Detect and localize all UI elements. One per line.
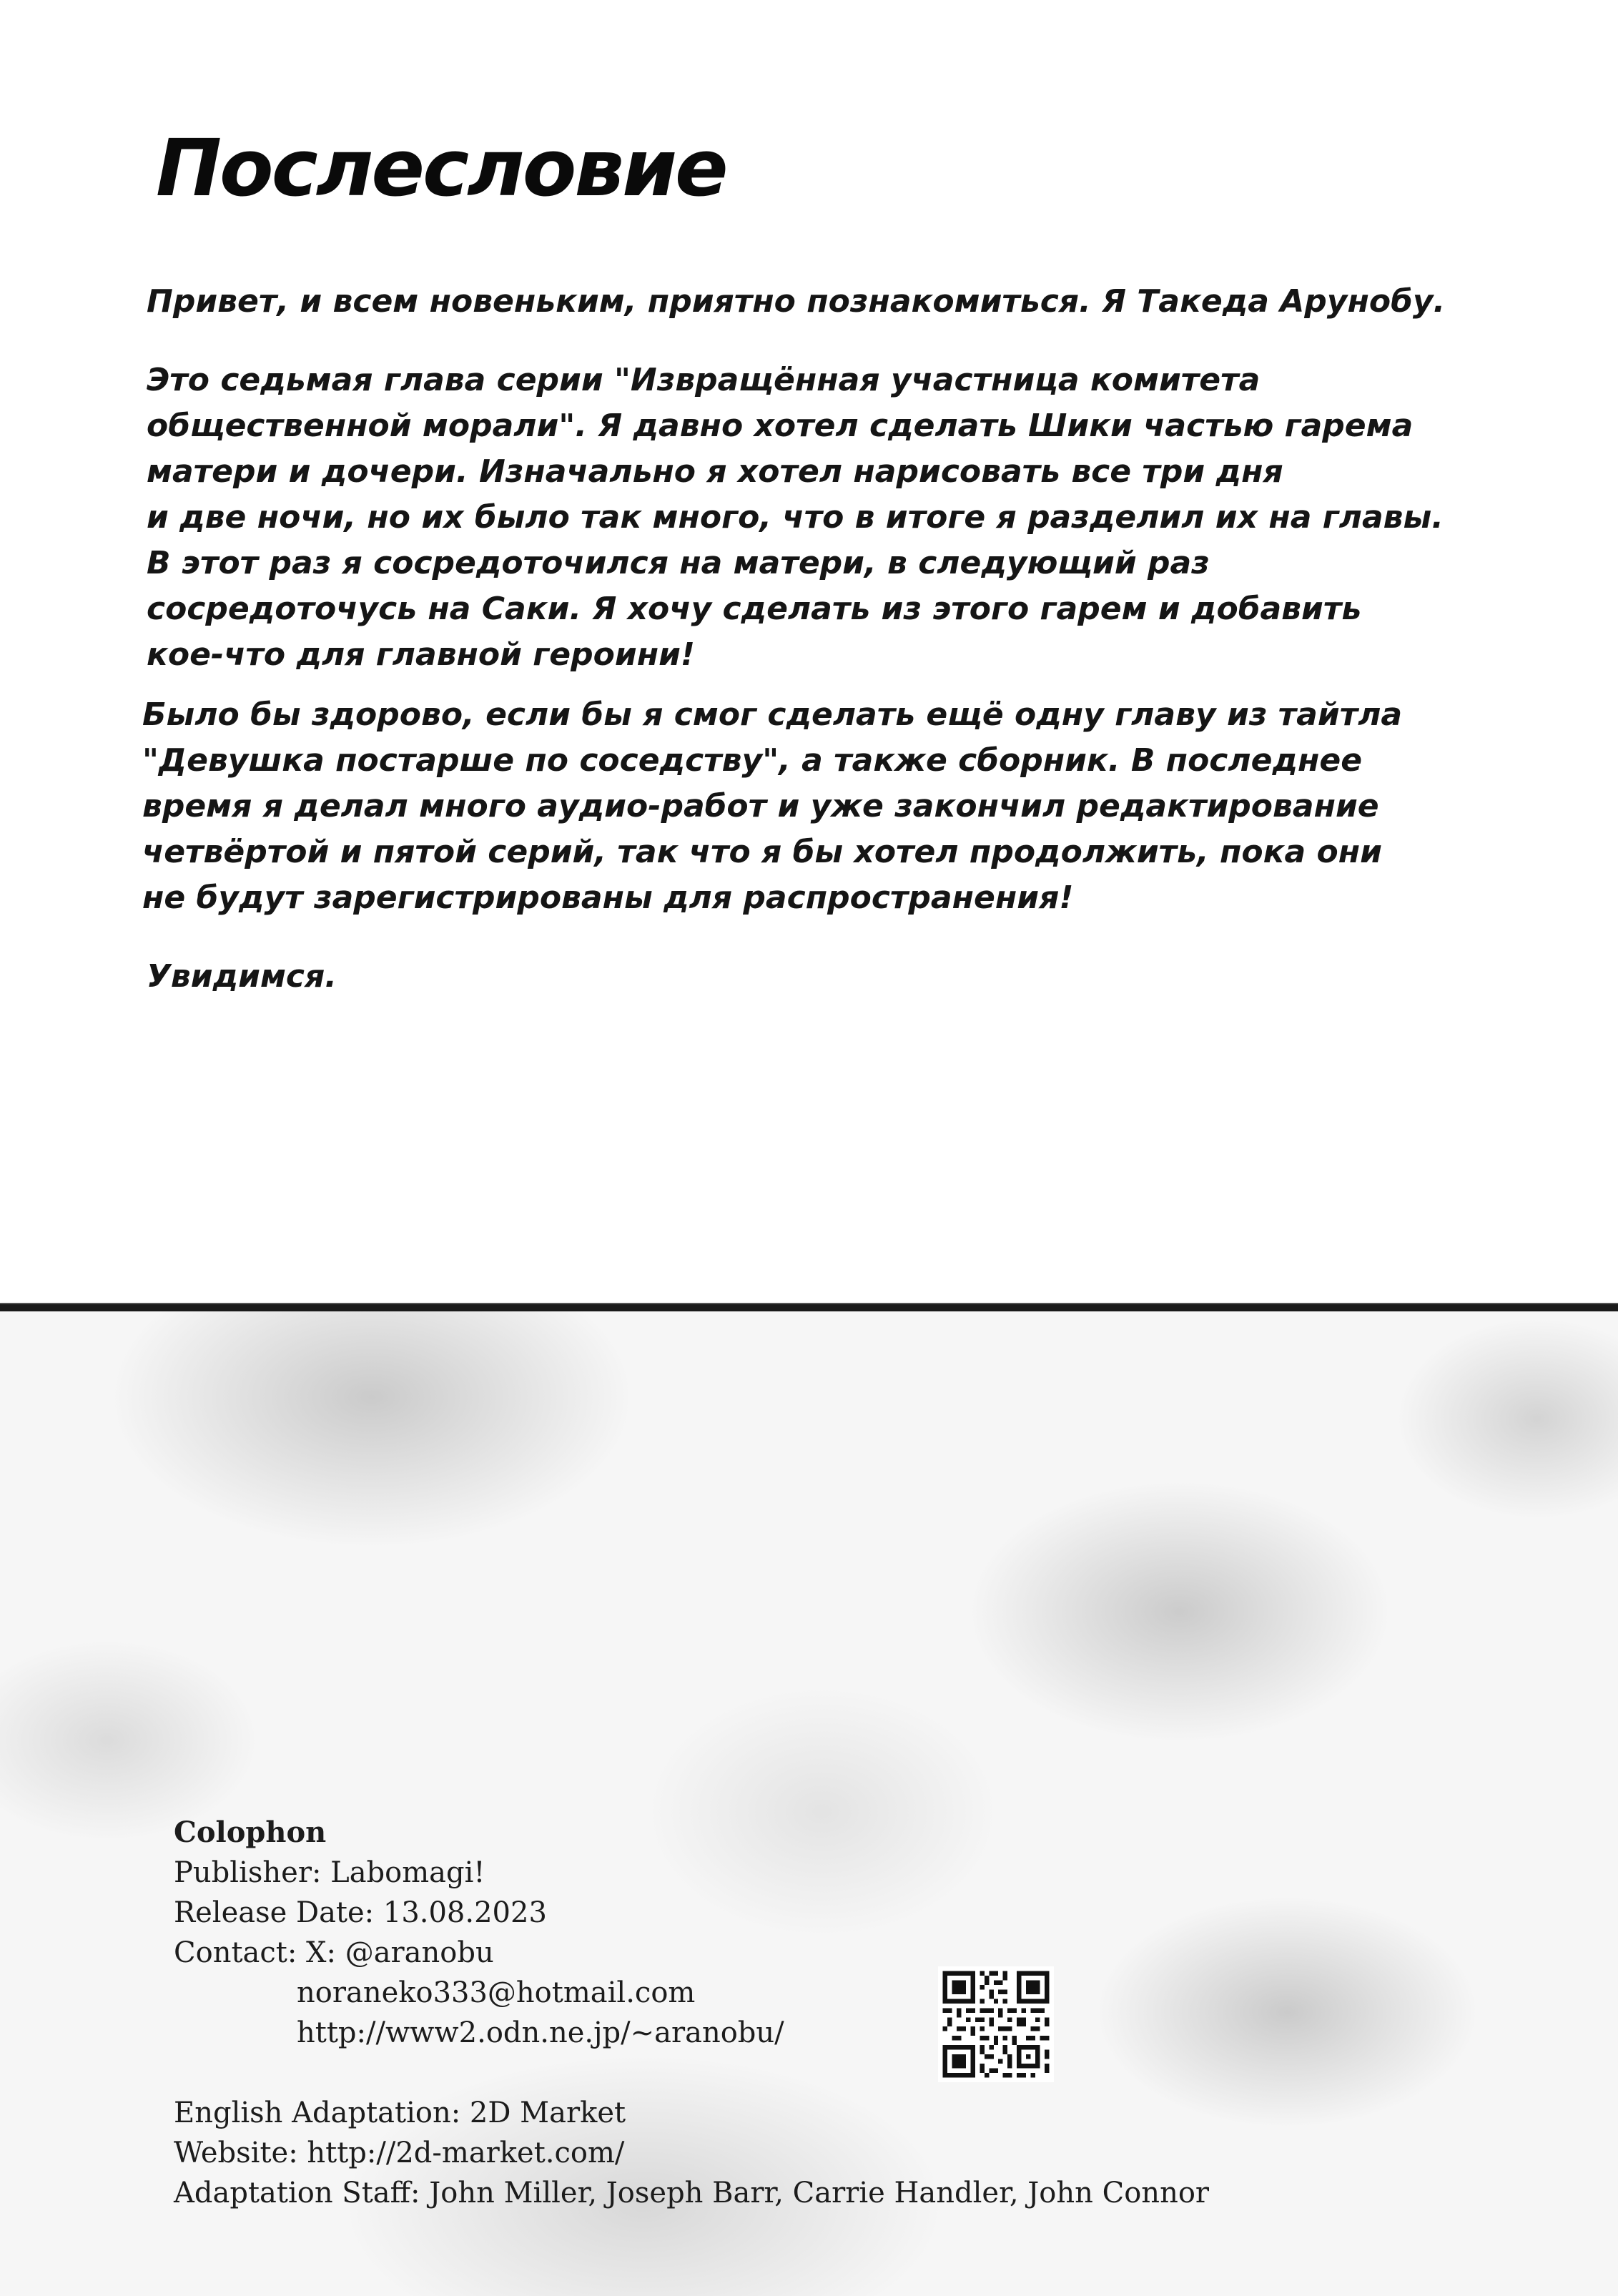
colophon-contact-email: noraneko333@hotmail.com [297, 1976, 696, 2009]
afterword-line: время я делал много аудио-работ и уже закончил редактирование [142, 788, 1379, 824]
afterword-paragraph-3 [142, 692, 1505, 921]
afterword-line: "Девушка постарше по соседству", а также сборник. В последнее [142, 742, 1363, 779]
afterword-paragraph-2 [147, 358, 1505, 678]
afterword-line: Увидимся. [147, 958, 337, 995]
afterword-line: не будут зарегистрированы для распространения! [142, 880, 1074, 916]
afterword-title: Послесловие [156, 122, 726, 214]
colophon-english-adaptation: English Adaptation: 2D Market [174, 2097, 626, 2129]
colophon-publisher: Publisher: Labomagi! [174, 1856, 485, 1889]
colophon-heading: Colophon [174, 1815, 327, 1849]
afterword-line: и две ночи, но их было так много, что в итоге я разделил их на главы. [147, 499, 1444, 536]
afterword-line: общественной морали". Я давно хотел сделать Шики частью гарема [147, 408, 1414, 444]
afterword-body [142, 279, 1505, 1000]
colophon-contact-url: http://www2.odn.ne.jp/~aranobu/ [297, 2016, 784, 2049]
afterword-line: кое-что для главной героини! [147, 636, 695, 673]
afterword-line: В этот раз я сосредоточился на матери, в следующий раз [147, 545, 1210, 581]
afterword-paragraph-4 [147, 954, 1505, 1000]
afterword-line: сосредоточусь на Саки. Я хочу сделать из этого гарем и добавить [147, 591, 1362, 627]
colophon-contact-x: Contact: X: @aranobu [174, 1936, 494, 1969]
colophon-release-date: Release Date: 13.08.2023 [174, 1896, 547, 1929]
qr-code-graphic [938, 1966, 1054, 2082]
afterword-paragraph-1 [147, 279, 1505, 325]
qr-code-icon [938, 1966, 1054, 2082]
afterword-line: матери и дочери. Изначально я хотел нарисовать все три дня [147, 453, 1283, 490]
colophon-adaptation-staff: Adaptation Staff: John Miller, Joseph Barr, Carrie Handler, John Connor [174, 2177, 1210, 2209]
afterword-line: Привет, и всем новеньким, приятно познакомиться. Я Такеда Арунобу. [147, 283, 1446, 320]
colophon-website: Website: http://2d-market.com/ [174, 2137, 625, 2169]
afterword-line: четвёртой и пятой серий, так что я бы хотел продолжить, пока они [142, 834, 1382, 870]
afterword-line: Было бы здорово, если бы я смог сделать ещё одну главу из тайтла [142, 696, 1403, 733]
afterword-line: Это седьмая глава серии "Извращённая участница комитета [147, 362, 1261, 398]
